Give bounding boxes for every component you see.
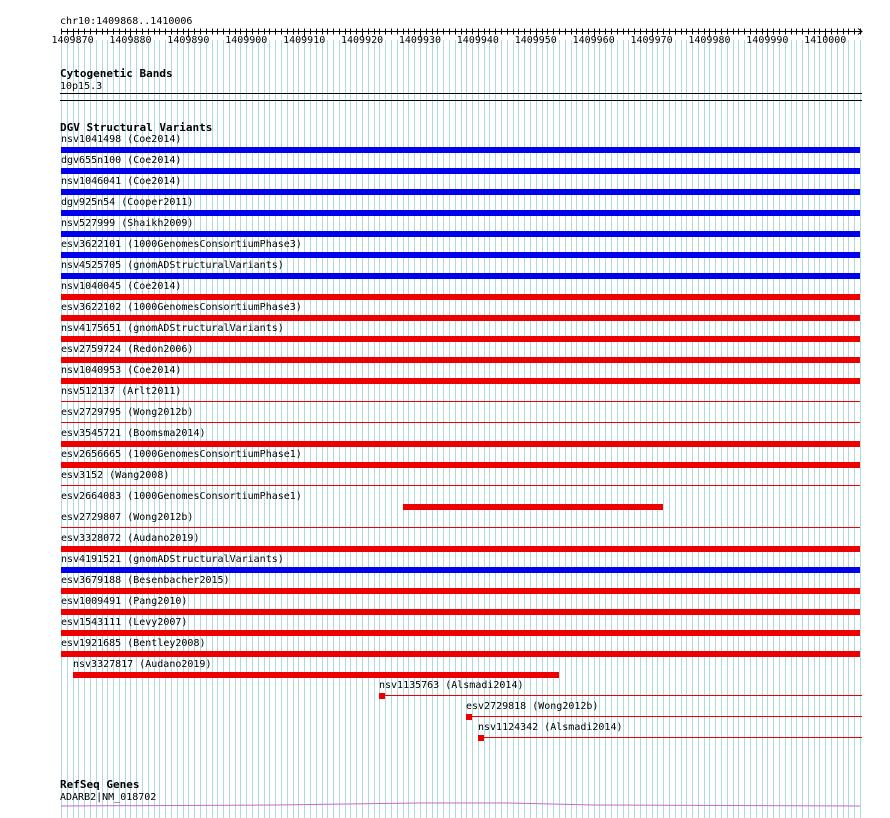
dgv-variant-bar[interactable] [61,651,860,657]
dgv-variant-label[interactable]: esv3679188 (Besenbacher2015) [61,575,230,586]
dgv-variant-bar[interactable] [61,210,860,216]
dgv-variant-label[interactable]: esv3152 (Wang2008) [61,470,170,481]
ruler-tick-label: 1409910 [283,35,326,46]
dgv-variant-label[interactable]: dgv925n54 (Cooper2011) [61,197,194,208]
dgv-variant-label[interactable]: nsv4191521 (gnomADStructuralVariants) [61,554,284,565]
dgv-variant-bar[interactable] [61,168,860,174]
dgv-variant-bar[interactable] [61,441,860,447]
dgv-variant-bar[interactable] [61,422,860,423]
dgv-variant-label[interactable]: dgv655n100 (Coe2014) [61,155,182,166]
dgv-variant-bar[interactable] [379,693,385,699]
ruler-tick-label: 1409990 [746,35,789,46]
dgv-variant-bar[interactable] [403,504,663,510]
dgv-variant-label[interactable]: esv3622101 (1000GenomesConsortiumPhase3) [61,239,302,250]
dgv-variant-bar[interactable] [73,672,559,678]
ruler-tick-label: 1410000 [804,35,847,46]
dgv-variant-label[interactable]: esv2664083 (1000GenomesConsortiumPhase1) [61,491,302,502]
dgv-variant-connector [385,695,862,696]
dgv-variant-label[interactable]: esv3328072 (Audano2019) [61,533,200,544]
dgv-variant-label[interactable]: nsv1124342 (Alsmadi2014) [478,722,623,733]
dgv-variant-label[interactable]: esv2729818 (Wong2012b) [466,701,599,712]
dgv-variant-bar[interactable] [61,485,860,486]
dgv-variant-bar[interactable] [61,189,860,195]
ruler-tick-label: 1409900 [225,35,268,46]
dgv-variant-bar[interactable] [61,546,860,552]
dgv-variant-bar[interactable] [61,294,860,300]
refseq-gene-feature[interactable] [0,800,890,814]
dgv-variant-label[interactable]: nsv1135763 (Alsmadi2014) [379,680,524,691]
dgv-variant-bar[interactable] [61,357,860,363]
dgv-variant-label[interactable]: nsv3327817 (Audano2019) [73,659,212,670]
dgv-variant-label[interactable]: esv2729795 (Wong2012b) [61,407,194,418]
dgv-variant-bar[interactable] [61,378,860,384]
ruler-tick-label: 1409960 [572,35,615,46]
dgv-variant-label[interactable]: esv3622102 (1000GenomesConsortiumPhase3) [61,302,302,313]
ruler-tick-label: 1409970 [630,35,673,46]
ruler-tick-label: 1409980 [688,35,731,46]
dgv-variant-bar[interactable] [61,462,860,468]
dgv-variant-label[interactable]: nsv4525705 (gnomADStructuralVariants) [61,260,284,271]
dgv-variant-label[interactable]: esv3545721 (Boomsma2014) [61,428,206,439]
dgv-variant-bar[interactable] [61,588,860,594]
refseq-gene-label[interactable]: ADARB2|NM_018702 [60,792,157,803]
dgv-variant-label[interactable]: nsv1040953 (Coe2014) [61,365,182,376]
dgv-variant-label[interactable]: nsv1046041 (Coe2014) [61,176,182,187]
dgv-variant-bar[interactable] [61,401,860,402]
dgv-track-title[interactable]: DGV Structural Variants [60,121,213,134]
dgv-variant-label[interactable]: nsv527999 (Shaikh2009) [61,218,194,229]
dgv-variant-label[interactable]: esv1921685 (Bentley2008) [61,638,206,649]
dgv-variant-label[interactable]: nsv4175651 (gnomADStructuralVariants) [61,323,284,334]
ruler-tick-label: 1409940 [456,35,499,46]
dgv-variant-bar[interactable] [478,735,484,741]
dgv-variant-bar[interactable] [61,273,860,279]
ruler-tick-label: 1409950 [514,35,557,46]
dgv-variant-label[interactable]: esv2729807 (Wong2012b) [61,512,194,523]
cytoband-label: 10p15.3 [60,81,103,92]
dgv-variant-connector [472,716,862,717]
dgv-variant-label[interactable]: nsv1041498 (Coe2014) [61,134,182,145]
dgv-variant-label[interactable]: nsv1040045 (Coe2014) [61,281,182,292]
ruler-tick-label: 1409930 [398,35,442,46]
dgv-variant-label[interactable]: esv1009491 (Pang2010) [61,596,188,607]
dgv-variant-connector [484,737,862,738]
ruler-tick-label: 1409870 [51,35,94,46]
dgv-variant-bar[interactable] [61,609,860,615]
ruler-position-label: chr10:1409868..1410006 [60,16,193,27]
dgv-variant-label[interactable]: esv2759724 (Redon2006) [61,344,194,355]
ruler-tick-label: 1409920 [340,35,384,46]
cytoband-band-line[interactable] [60,93,862,94]
dgv-variant-bar[interactable] [61,630,860,636]
dgv-variant-bar[interactable] [61,527,860,528]
cytoband-track-divider [60,100,862,101]
dgv-variant-label[interactable]: nsv512137 (Arlt2011) [61,386,182,397]
dgv-variant-bar[interactable] [61,252,860,258]
ruler-tick-label: 1409890 [167,35,210,46]
dgv-variant-label[interactable]: esv2656665 (1000GenomesConsortiumPhase1) [61,449,302,460]
dgv-variant-bar[interactable] [466,714,472,720]
dgv-variant-bar[interactable] [61,147,860,153]
dgv-variant-bar[interactable] [61,336,860,342]
refseq-track-title[interactable]: RefSeq Genes [60,778,140,791]
cytoband-track-title[interactable]: Cytogenetic Bands [60,67,173,80]
dgv-variant-bar[interactable] [61,231,860,237]
dgv-variant-bar[interactable] [61,567,860,573]
ruler-tick-label: 1409880 [109,35,152,46]
dgv-variant-bar[interactable] [61,315,860,321]
dgv-variant-label[interactable]: esv1543111 (Levy2007) [61,617,188,628]
